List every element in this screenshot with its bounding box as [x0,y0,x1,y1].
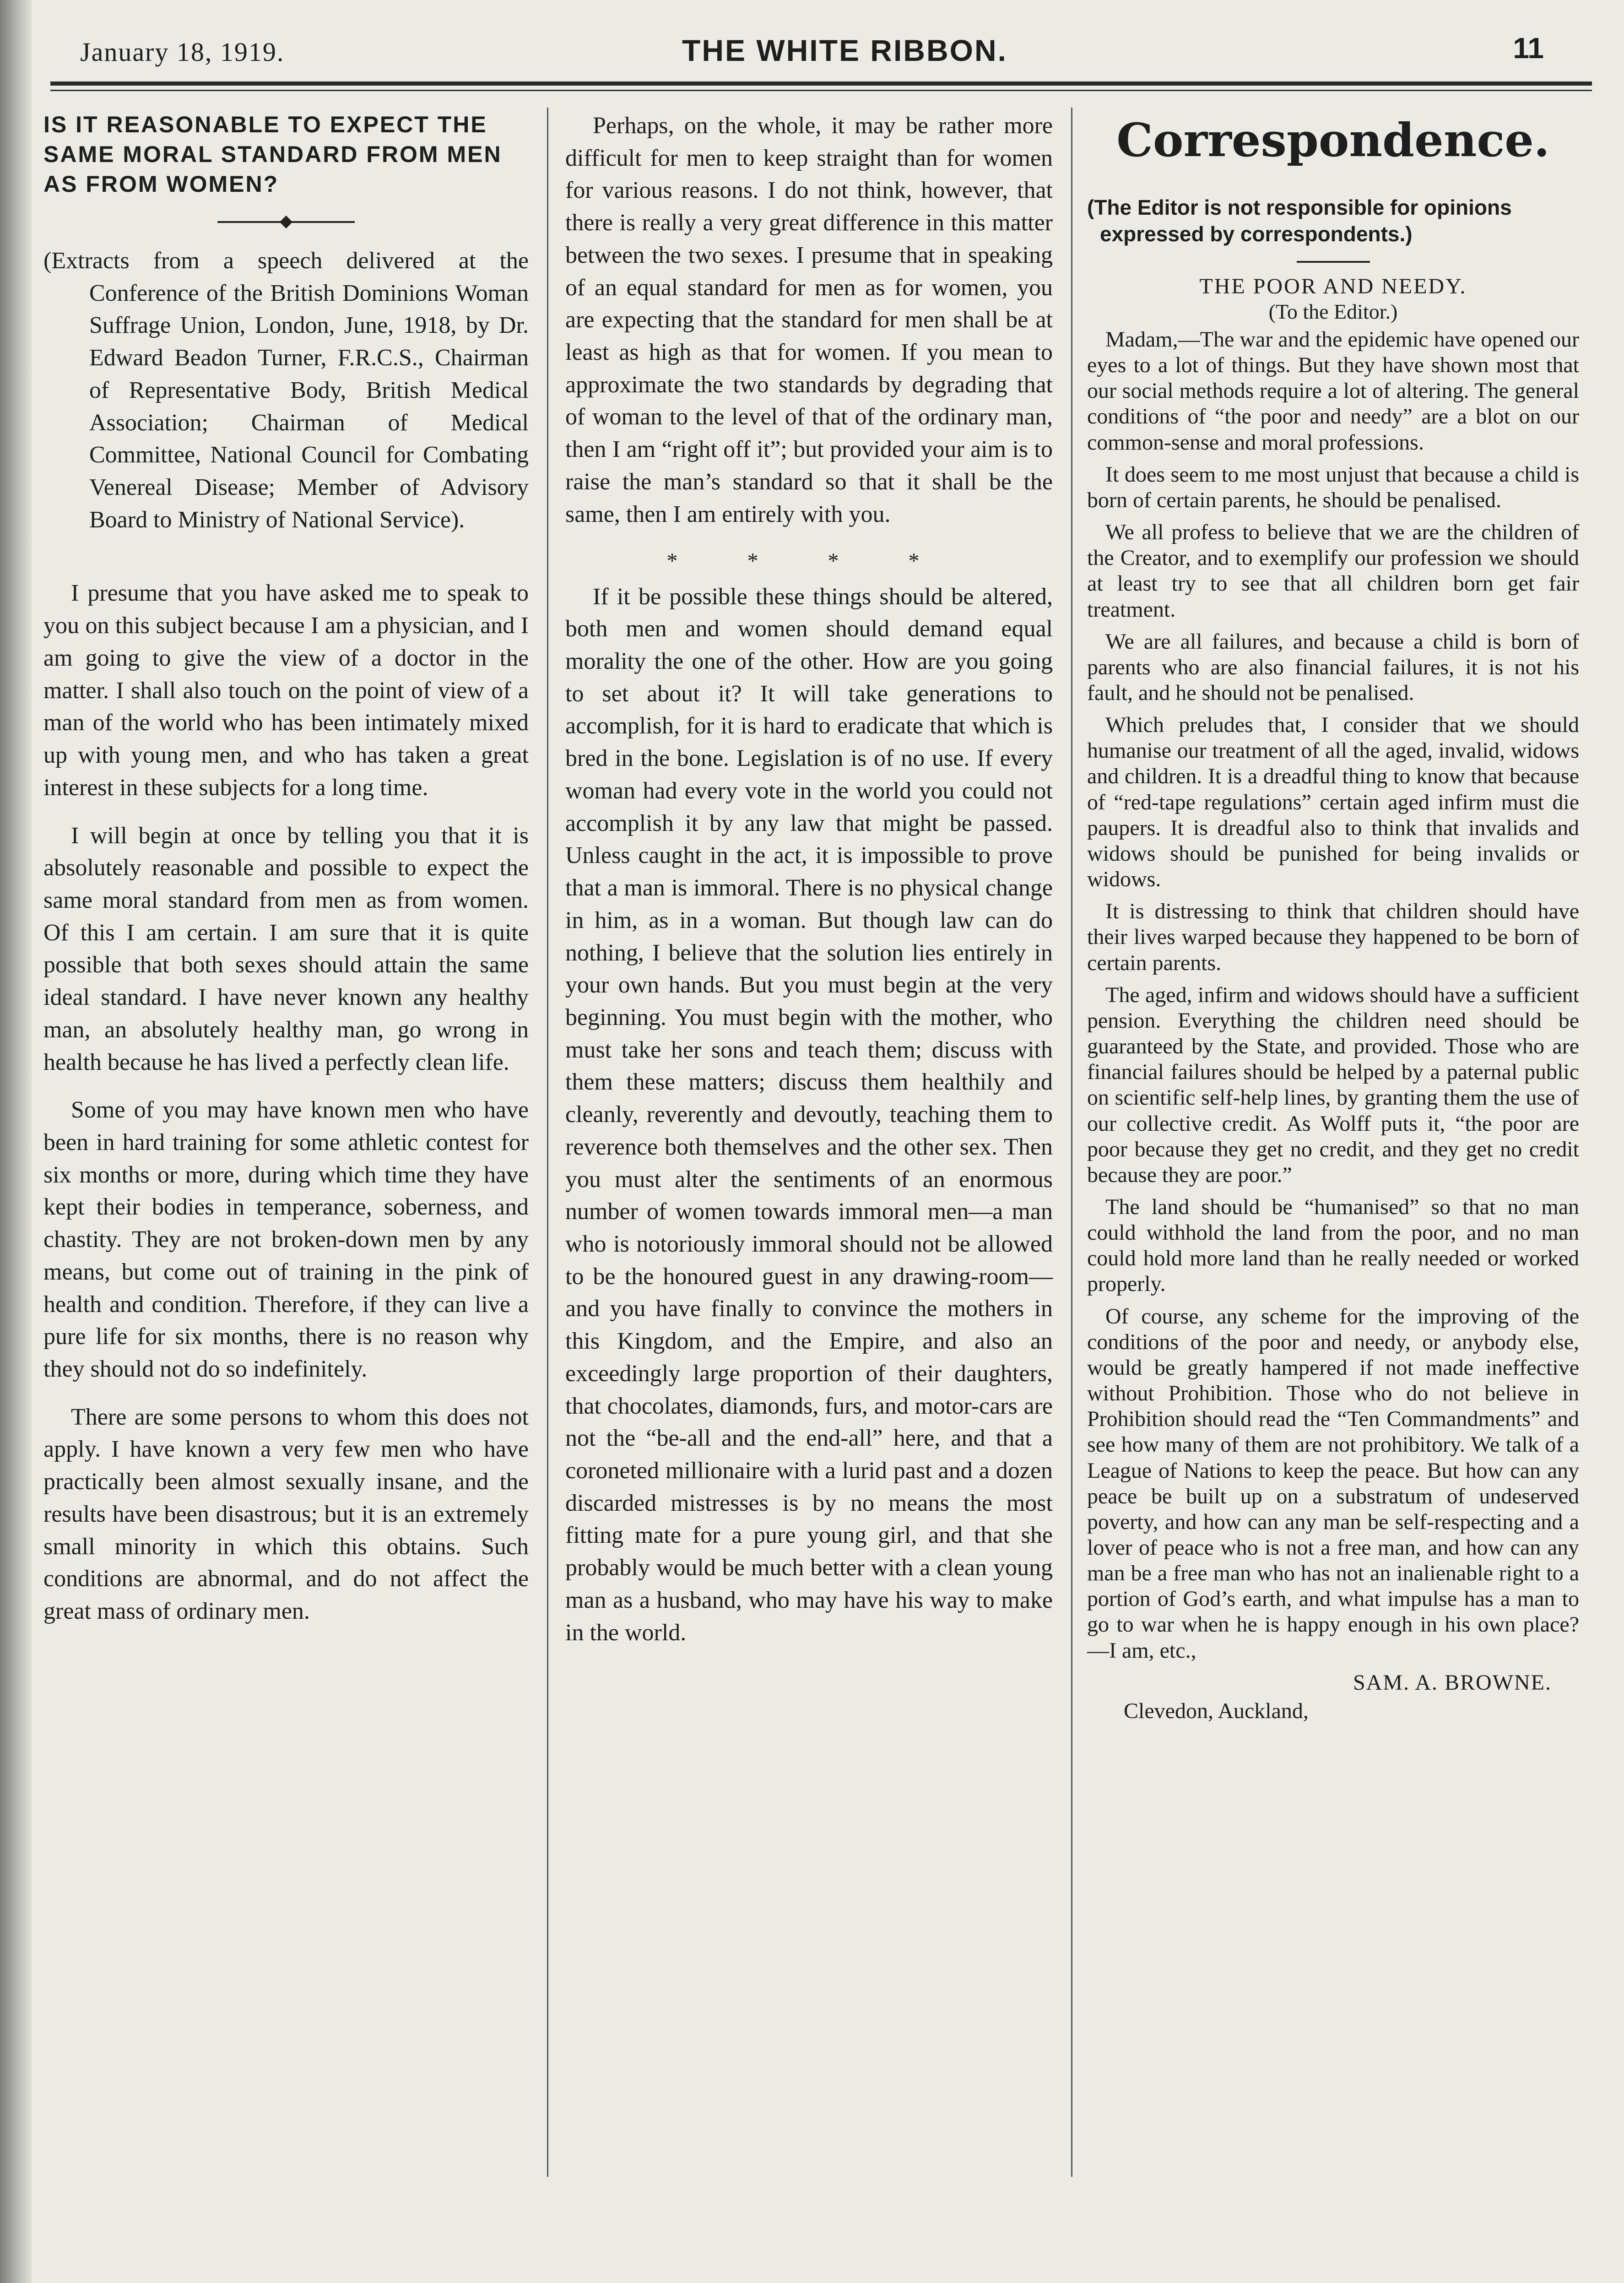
paragraph: If it be possible these things should be altered, both men and women should demand equal morality the one of the other. How are you going to set about it? It will take generations to accomplish, for it is hard to eradicate that which is bred in the bone. Legislation is of no use. If every woman had every vote in the world you could not accomplish it by any law that might be passed. Unless caught in the act, it is impossible to prove that a man is immoral. There is no physical change in him, as in a woman. But though law can do nothing, I believe that the solution lies entirely in your own hands. But you must begin at the very beginning. You must begin with the mother, who must take her sons and teach them; discuss with them these matters; discuss them healthily and cleanly, reverently and devoutly, teaching them to reverence both themselves and the other sex. Then you must alter the sentiments of an enormous number of women towards immoral men—a man who is notoriously immoral should not be allowed to be the honoured guest in any drawing-room—and you have finally to convince the mothers in this Kingdom, and the Empire, and also an exceedingly large proportion of their daughters, that chocolates, diamonds, furs, and motor-cars are not the “be-all and the end-all” here, and that a coroneted millionaire with a lurid past and a dozen discarded mistresses is by no means the most fitting mate for a pure young girl, and that she probably would be much better with a clean young man as a husband, who may have his way to make in the world. [565,583,1053,1646]
letter-signature: SAM. A. BROWNE. [1353,1670,1552,1695]
paragraph: Perhaps, on the whole, it may be rather more difficult for men to keep straight than for women for various reasons. I do not think, however, that there is really a very great difference in this matter between the two sexes. I presume that in speaking of an equal standard for men as for women, you are expecting that the standard for men shall be at least as high as that for women. If you mean to approximate the two standards by degrading that of woman to the level of that of the ordinary man, then I am “right off it”; but provided your aim is to raise the man’s standard so that it shall be the same, then I am entirely with you. [565,113,1053,527]
paragraph: It is distressing to think that children should have their lives warped because they happened to be born of certain parents. [1087,899,1579,975]
section-break-stars: * * * * [666,549,952,574]
paragraph: The land should be “humanised” so that no man could withhold the land from the poor, and no man could hold more land than he really needed or worked properly. [1087,1194,1579,1296]
page-binding-edge [0,0,32,2283]
paragraph: I presume that you have asked me to speak to you on this subject because I am a physician, and I am going to give the view of a doctor in the matter. I shall also touch on the point of view of a man of the world who has been intimately mixed up with young men, and who has taken a great interest in these subjects for a long time. [43,580,529,801]
article-intro: (Extracts from a speech delivered at the Conference of the British Dominions Woman Suffrage Union, London, June, 1918, by Dr. Edward Beadon Turner, F.R.C.S., Chairman of Representative Body, British Medical Association; Chairman of Medical Committee, National Council for Combating Venereal Disease; Member of Advisory Board to Ministry of National Service). [43,248,529,533]
editor-disclaimer: (The Editor is not responsible for opinions expressed by correspondents.) [1087,195,1512,246]
article-column-2 [565,110,1053,1665]
letter-addressee: (To the Editor.) [1268,300,1398,324]
paragraph: Which preludes that, I consider that we should humanise our treatment of all the aged, invalid, widows and children. It is a dreadful thing to know that because of “red-tape regulations” certain aged infirm must die paupers. It is dreadful also to think that invalids and widows should be punished for being invalids or widows. [1087,713,1579,892]
paragraph: There are some persons to whom this does not apply. I have known a very few men who have practically been almost sexually insane, and the results have been disastrous; but it is an extremely small minority in which this obtains. Such conditions are abnormal, and do not affect the great mass of ordinary men. [43,1404,529,1625]
letter-body [1087,327,1579,1664]
paragraph: Of course, any scheme for the improving of the conditions of the poor and needy, or anybody else, would be greatly hampered if not made ineffective without Prohibition. Those who do not believe in Prohibition should read the “Ten Commandments” and see how many of them are not prohibitory. We talk of a League of Nations to keep the peace. But how can any peace be built up on a substratum of undeserved poverty, and how can any man be self-respecting and a lover of peace who is not a free man, and how can any man be a free man who has not an inalienable right to a portion of God’s earth, and what impulse has a man to go to war when he is happy enough in his own place?—I am, etc., [1087,1304,1579,1663]
section-rule [1297,261,1370,263]
header-rule [50,81,1592,86]
correspondence-column [1087,110,1579,1724]
article-body-part-3 [565,581,1053,1649]
ornament-divider [217,221,355,227]
masthead: THE WHITE RIBBON. [682,33,1007,67]
paragraph: I will begin at once by telling you that it is absolutely reasonable and possible to expect the same moral standard from men as from women. Of this I am certain. I am sure that it is quite possible that both sexes should attain the same ideal standard. I have never known any healthy man, an absolutely healthy man, go wrong in health because he has lived a perfectly clean life. [43,822,529,1075]
paragraph: Some of you may have known men who have been in hard training for some athletic contest for six months or more, during which time they have kept their bodies in temperance, soberness, and chastity. They are not broken-down men by any means, but come out of training in the pink of health and condition. Therefore, if they can live a pure life for six months, there is no reason why they should not do so indefinitely. [43,1097,529,1382]
article-body-part-2 [565,110,1053,531]
header-rule-thin [50,90,1592,91]
paragraph: It does seem to me most unjust that because a child is born of certain parents, he should be penalised. [1087,462,1579,512]
paragraph: We all profess to believe that we are the children of the Creator, and to exemplify our profession we should at least try to see that all children born get fair treatment. [1087,520,1579,622]
issue-date: January 18, 1919. [80,37,285,67]
article-body-part-1 [43,577,529,1627]
letter-place: Clevedon, Auckland, [1124,1698,1309,1723]
article-title: IS IT REASONABLE TO EXPECT THE SAME MORAL STANDARD FROM MEN AS FROM WOMEN? [43,112,502,197]
correspondence-heading: Correspondence. [1116,113,1550,167]
letter-title: THE POOR AND NEEDY. [1199,274,1467,298]
page-number: 11 [1513,32,1544,65]
column-divider [1071,108,1072,2177]
paragraph: We are all failures, and because a child is born of parents who are also financial failures, it is not his fault, and he should not be penalised. [1087,629,1579,705]
article-column-1 [43,110,529,1643]
paragraph: The aged, infirm and widows should have a sufficient pension. Everything the children need should be guaranteed by the State, and provided. Those who are financial failures should be helped by a paternal public on scientific self-help lines, by granting them the use of our collective credit. As Wolff puts it, “the poor are poor because they get no credit, and they get no credit because they are poor.” [1087,982,1579,1187]
column-divider [547,108,548,2177]
page-header [55,27,1587,78]
paragraph: Madam,—The war and the epidemic have opened our eyes to a lot of things. But they have shown most that our social methods require a lot of altering. The general conditions of “the poor and needy” are a blot on our common-sense and moral professions. [1087,327,1579,455]
